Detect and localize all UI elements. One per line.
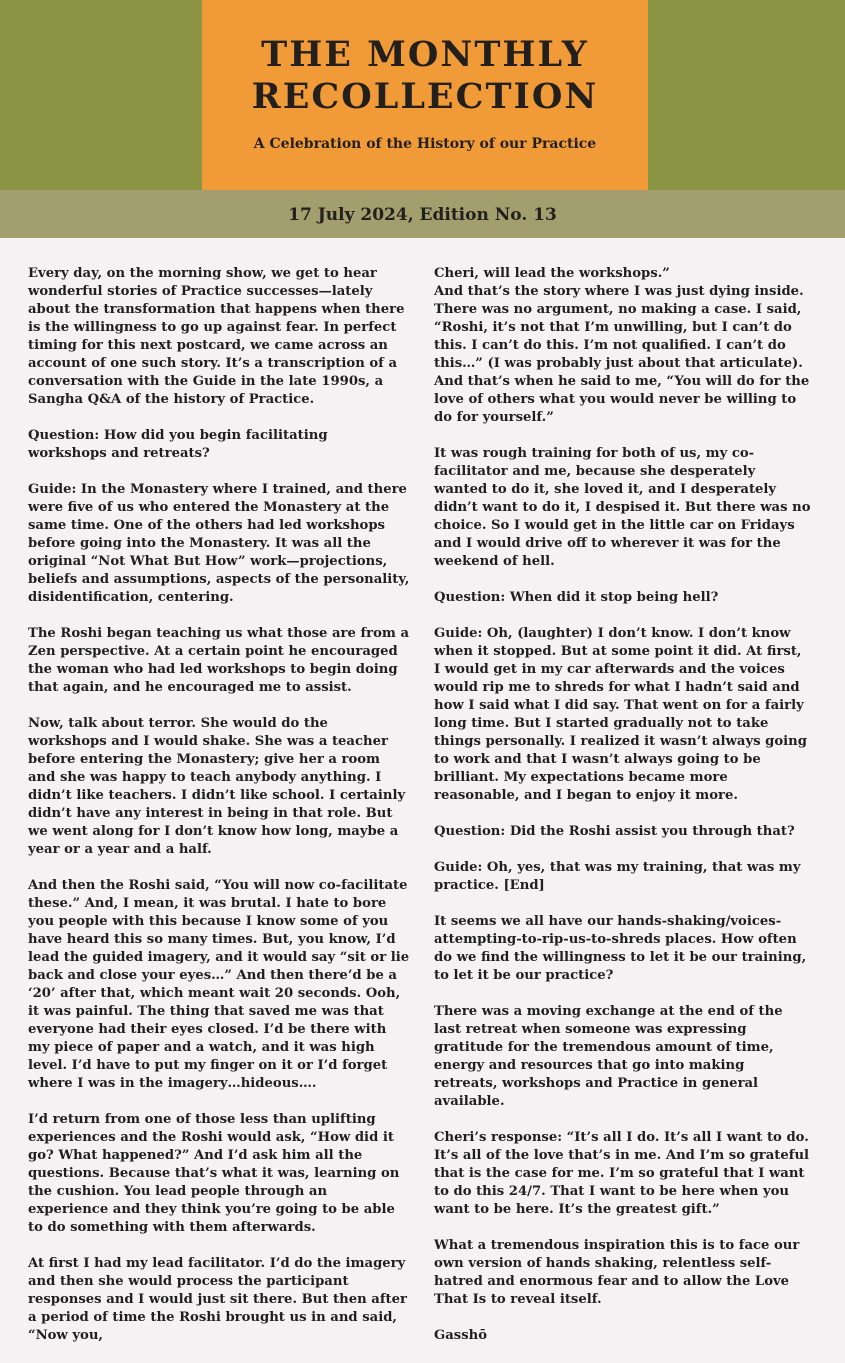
paragraph: Guide: Oh, yes, that was my training, that was my practice. [End]	[434, 860, 801, 893]
paragraph: Cheri’s response: “It’s all I do. It’s all I want to do. It’s all of the love that’s in me. And I’m so grateful that is the case for me. I’m so grateful that I want to do this 24/7. That I want to be here when you want to be here. It’s the greatest gift.”	[434, 1130, 810, 1217]
newsletter-subtitle: A Celebration of the History of our Practice	[253, 136, 597, 152]
paragraph: Now, talk about terror. She would do the workshops and I would shake. She was a teacher before entering the Monastery; give her a room and she was happy to teach anybody anything. I didn’t like teachers. I didn’t like school. I certainly didn’t have any interest in being in that role. But we went along for I don’t know how long, maybe a year or a year and a half.	[28, 716, 406, 857]
edition-dateline: 17 July 2024, Edition No. 13	[0, 190, 845, 238]
paragraph: It seems we all have our hands-shaking/voices-attempting-to-rip-us-to-shreds places. How often do we find the willingness to let it be our training, to let it be our practice?	[434, 914, 807, 983]
paragraph: Guide: In the Monastery where I trained, and there were five of us who entered the Monastery at the same time. One of the others had led workshops before going into the Monastery. It was all the original “Not What But How” work—projections, beliefs and assumptions, aspects of the personality, disidentification, centering.	[28, 482, 410, 605]
paragraph: The Roshi began teaching us what those are from a Zen perspective. At a certain point he encouraged the woman who had led workshops to begin doing that again, and he encouraged me to assist.	[28, 626, 409, 695]
paragraph: Question: Did the Roshi assist you through that?	[434, 824, 795, 839]
sign-off: Gasshō	[434, 1328, 488, 1343]
right-column	[434, 265, 812, 1363]
paragraph: I’d return from one of those less than uplifting experiences and the Roshi would ask, “How did it go? What happened?” And I’d ask him all the questions. Because that’s what it was, learning on the cushion. You lead people through an experience and they think you’re going to be able to do something with them afterwards.	[28, 1112, 400, 1235]
paragraph: There was a moving exchange at the end of the last retreat when someone was expressing gratitude for the tremendous amount of time, energy and resources that go into making retreats, workshops and Practice in general available.	[434, 1004, 783, 1109]
paragraph: Question: How did you begin facilitating workshops and retreats?	[28, 428, 328, 461]
paragraph: And that’s the story where I was just dying inside. There was no argument, no making a case. I said, “Roshi, it’s not that I’m unwilling, but I can’t do this. I can’t do this. I’m not qualified. I can’t do this…” (I was probably just about that articulate). And that’s when he said to me, “You will do for the love of others what you would never be willing to do for yourself.”	[434, 284, 810, 425]
masthead	[0, 0, 845, 190]
paragraph: Every day, on the morning show, we get to hear wonderful stories of Practice successes—lately about the transformation that happens when there is the willingness to go up against fear. In perfect timing for this next postcard, we came across an account of one such story. It’s a transcription of a conversation with the Guide in the late 1990s, a Sangha Q&A of the history of Practice.	[28, 266, 405, 407]
left-column	[28, 265, 410, 1363]
paragraph: What a tremendous inspiration this is to face our own version of hands shaking, relentless self-hatred and enormous fear and to allow the Love That Is to reveal itself.	[434, 1238, 800, 1307]
paragraph: It was rough training for both of us, my co-facilitator and me, because she desperately wanted to do it, she loved it, and I desperately didn’t want to do it, I despised it. But there was no choice. So I would get in the little car on Fridays and I would drive off to wherever it was for the weekend of hell.	[434, 446, 811, 569]
title-line-1: THE MONTHLY	[261, 34, 589, 75]
article-body	[0, 238, 845, 1343]
paragraph-continuation: Cheri, will lead the workshops.”	[434, 266, 670, 281]
paragraph: And then the Roshi said, “You will now co-facilitate these.” And, I mean, it was brutal. I hate to bore you people with this because I know some of you have heard this so many times. But, you know, I’d lead the guided imagery, and it would say “sit or lie back and close your eyes…” And then there’d be a ‘20’ after that, which meant wait 20 seconds. Ooh, it was painful. The thing that saved me was that everyone had their eyes closed. I’d be there with my piece of paper and a watch, and it was high level. I’d have to put my finger on it or I’d forget where I was in the imagery…hideous….	[28, 878, 410, 1091]
title-line-2: RECOLLECTION	[251, 76, 599, 117]
newsletter-title	[202, 0, 648, 118]
paragraph: At first I had my lead facilitator. I’d do the imagery and then she would process the participant responses and I would just sit there. But then after a period of time the Roshi brought us in and said, “Now you,	[28, 1256, 407, 1343]
title-box	[202, 0, 648, 190]
paragraph: Guide: Oh, (laughter) I don’t know. I don’t know when it stopped. But at some point it did. At first, I would get in my car afterwards and the voices would rip me to shreds for what I hadn’t said and how I said what I did say. That went on for a fairly long time. But I started gradually not to take things personally. I realized it wasn’t always going to work and that I wasn’t always going to be brilliant. My expectations became more reasonable, and I began to enjoy it more.	[434, 626, 807, 803]
paragraph: Question: When did it stop being hell?	[434, 590, 719, 605]
